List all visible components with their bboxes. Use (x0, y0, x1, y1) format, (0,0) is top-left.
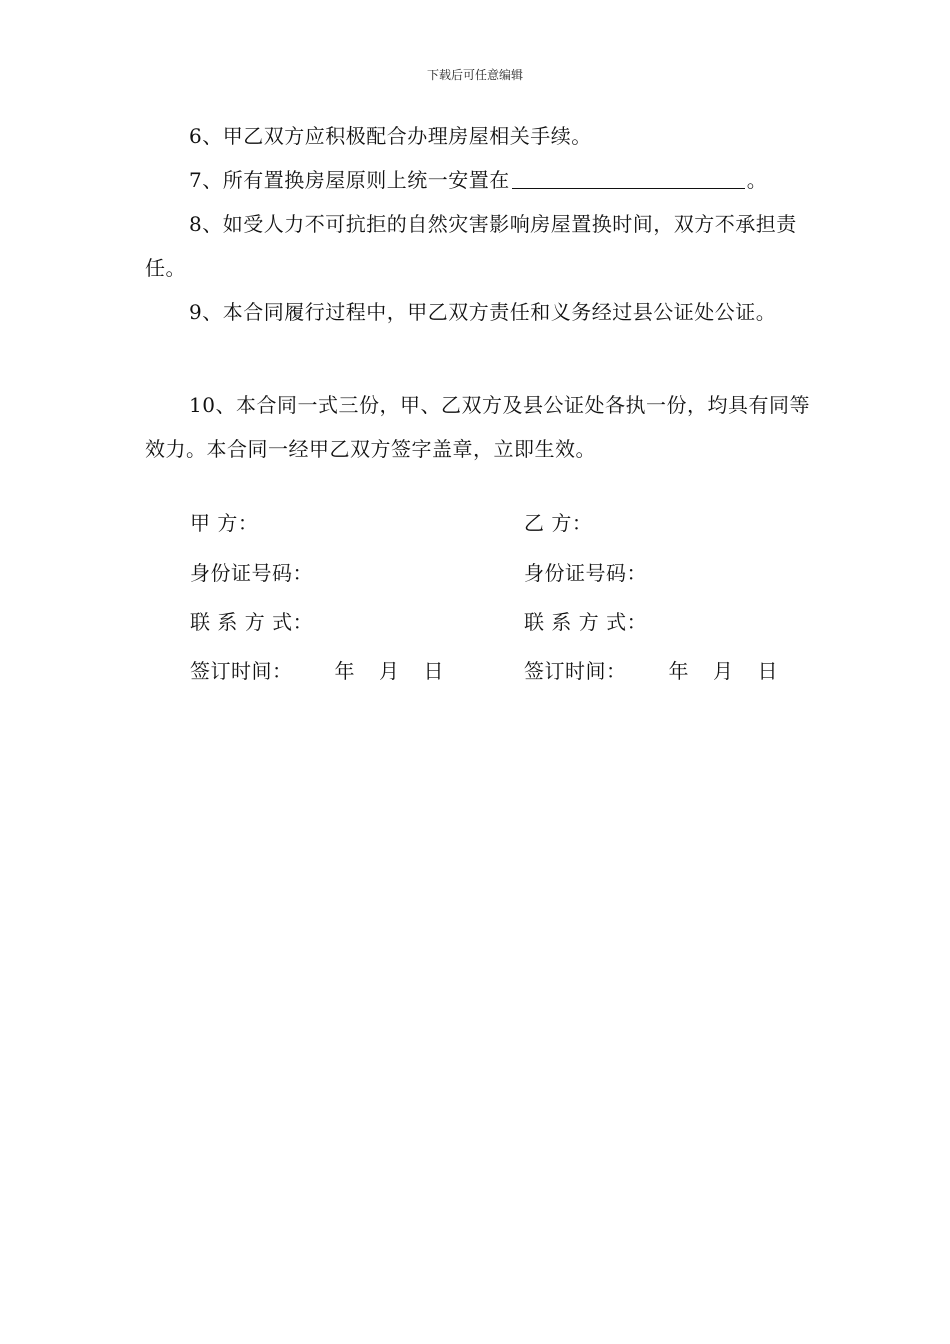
party-b-date-label: 签订时间： (524, 659, 627, 683)
party-a-year: 年 (334, 659, 355, 683)
contract-clause-final (145, 383, 810, 471)
party-b-day: 日 (757, 659, 778, 683)
party-a-date-label: 签订时间： (190, 659, 293, 683)
clause-9: 9、本合同履行过程中，甲乙双方责任和义务经过县公证处公证。 (189, 300, 777, 324)
party-a-contact-label: 联 系 方 式： (190, 610, 314, 634)
party-b-month: 月 (713, 659, 734, 683)
party-b-label: 乙 方： (524, 511, 593, 535)
clause-7-text: 7、所有置换房屋原则上统一安置在 (189, 168, 510, 192)
fill-in-blank[interactable] (512, 166, 745, 189)
header-note: 下载后可任意编辑 (426, 68, 523, 82)
party-a-label: 甲 方： (190, 511, 259, 535)
clause-10: 10、本合同一式三份，甲、乙双方及县公证处各执一份，均具有同等效力。本合同一经甲乙双方签字盖章，立即生效。 (145, 393, 810, 461)
clause-7 (145, 158, 810, 202)
party-b-id-label: 身份证号码： (524, 561, 647, 585)
clause-7-end: 。 (746, 168, 768, 192)
party-b-year: 年 (668, 659, 689, 683)
clause-6: 6、甲乙双方应积极配合办理房屋相关手续。 (189, 124, 592, 148)
party-a-day: 日 (423, 659, 444, 683)
contract-clauses (145, 114, 810, 334)
party-a-month: 月 (379, 659, 400, 683)
party-b-contact-label: 联 系 方 式： (524, 610, 648, 634)
party-b-date-row (524, 655, 778, 684)
clause-8: 8、如受人力不可抗拒的自然灾害影响房屋置换时间，双方不承担责任。 (145, 212, 797, 280)
party-a-id-label: 身份证号码： (190, 561, 313, 585)
party-a-date-row (190, 655, 444, 684)
